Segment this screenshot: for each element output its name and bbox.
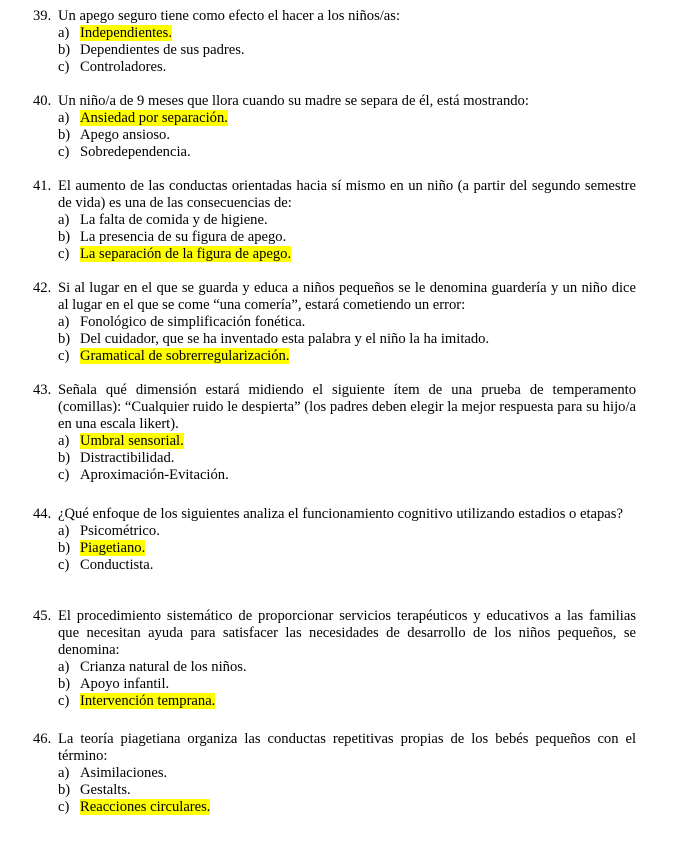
option-letter: b): [58, 41, 71, 58]
option-letter: a): [58, 658, 70, 675]
question-block: [33, 608, 636, 709]
option-text: Apoyo infantil.: [80, 675, 170, 692]
option-letter: b): [58, 126, 71, 143]
question-block: [33, 382, 636, 483]
answer-option: [33, 144, 636, 161]
answer-option: [33, 523, 636, 540]
answer-option-highlighted: [33, 110, 636, 127]
option-text: Psicométrico.: [80, 522, 160, 539]
option-text: Asimilaciones.: [80, 764, 168, 781]
option-text: Aproximación-Evitación.: [80, 466, 229, 483]
question-text: La teoría piagetiana organiza las conductas repetitivas propias de los bebés pequeños con el término:: [58, 731, 636, 764]
option-letter: b): [58, 228, 71, 245]
option-text: Gramatical de sobrerregularización.: [80, 347, 290, 364]
option-letter: a): [58, 522, 70, 539]
option-text: Intervención temprana.: [80, 692, 216, 709]
option-text: Gestalts.: [80, 781, 131, 798]
question-block: [33, 178, 636, 263]
question-text: Un apego seguro tiene como efecto el hacer a los niños/as:: [58, 8, 401, 24]
option-letter: c): [58, 58, 70, 75]
option-text: Dependientes de sus padres.: [80, 41, 245, 58]
option-text: Fonológico de simplificación fonética.: [80, 313, 306, 330]
question-number: 43.: [33, 382, 52, 398]
answer-option: [33, 127, 636, 144]
answer-options: [33, 25, 636, 76]
option-letter: c): [58, 692, 70, 709]
answer-option-highlighted: [33, 246, 636, 263]
option-text: Ansiedad por separación.: [80, 109, 228, 126]
question-number: 44.: [33, 506, 52, 522]
option-text: Independientes.: [80, 24, 172, 41]
answer-option: [33, 59, 636, 76]
option-letter: b): [58, 449, 71, 466]
question-block: [33, 280, 636, 365]
option-text: La presencia de su figura de apego.: [80, 228, 287, 245]
answer-options: [33, 433, 636, 484]
question-number: 41.: [33, 178, 52, 194]
answer-option: [33, 659, 636, 676]
option-letter: b): [58, 330, 71, 347]
question-text: Si al lugar en el que se guarda y educa a niños pequeños se le denomina guardería y un niño dice al lugar en el que se come “una comería”, estará cometiendo un error:: [58, 280, 636, 313]
answer-options: [33, 212, 636, 263]
option-letter: b): [58, 675, 71, 692]
question-number: 45.: [33, 608, 52, 624]
option-letter: c): [58, 466, 70, 483]
answer-option: [33, 212, 636, 229]
option-text: Controladores.: [80, 58, 167, 75]
option-text: Del cuidador, que se ha inventado esta palabra y el niño la ha imitado.: [80, 330, 490, 347]
question-text: ¿Qué enfoque de los siguientes analiza el funcionamiento cognitivo utilizando estadios o etapas?: [58, 506, 623, 522]
answer-option: [33, 314, 636, 331]
answer-option: [33, 450, 636, 467]
option-text: La falta de comida y de higiene.: [80, 211, 268, 228]
option-text: Umbral sensorial.: [80, 432, 184, 449]
answer-option: [33, 229, 636, 246]
question-text: Señala qué dimensión estará midiendo el siguiente ítem de una prueba de temperamento (comillas): “Cualquier ruido le despierta” (los padres deben elegir la mejor respuesta para su hijo/a en una escala likert).: [58, 382, 636, 432]
question-number: 46.: [33, 731, 52, 747]
question-text: El aumento de las conductas orientadas hacia sí mismo en un niño (a partir del segundo semestre de vida) es una de las consecuencias de:: [58, 178, 636, 211]
question-block: [33, 506, 636, 574]
question-block: [33, 8, 636, 76]
answer-options: [33, 523, 636, 574]
option-text: Reacciones circulares.: [80, 798, 211, 815]
answer-option-highlighted: [33, 433, 636, 450]
answer-option: [33, 557, 636, 574]
answer-option-highlighted: [33, 540, 636, 557]
answer-option: [33, 765, 636, 782]
answer-option: [33, 467, 636, 484]
option-letter: b): [58, 781, 71, 798]
option-letter: c): [58, 143, 70, 160]
question-number: 42.: [33, 280, 52, 296]
question-number: 39.: [33, 8, 52, 24]
option-text: Piagetiano.: [80, 539, 146, 556]
option-text: Sobredependencia.: [80, 143, 191, 160]
answer-option: [33, 782, 636, 799]
question-text: El procedimiento sistemático de proporcionar servicios terapéuticos y educativos a las familias que necesitan ayuda para satisfacer las necesidades de desarrollo de los niños pequeños, se denomina:: [58, 608, 636, 658]
option-letter: a): [58, 313, 70, 330]
option-text: Conductista.: [80, 556, 154, 573]
option-text: La separación de la figura de apego.: [80, 245, 292, 262]
answer-options: [33, 314, 636, 365]
option-letter: c): [58, 798, 70, 815]
answer-option: [33, 676, 636, 693]
option-letter: b): [58, 539, 71, 556]
option-letter: a): [58, 432, 70, 449]
option-letter: a): [58, 24, 70, 41]
question-block: [33, 731, 636, 816]
answer-options: [33, 659, 636, 710]
question-number: 40.: [33, 93, 52, 109]
option-text: Apego ansioso.: [80, 126, 170, 143]
answer-option: [33, 331, 636, 348]
answer-option-highlighted: [33, 25, 636, 42]
answer-option-highlighted: [33, 693, 636, 710]
question-text: Un niño/a de 9 meses que llora cuando su madre se separa de él, está mostrando:: [58, 93, 529, 109]
answer-option: [33, 42, 636, 59]
option-letter: a): [58, 764, 70, 781]
option-letter: a): [58, 211, 70, 228]
answer-options: [33, 765, 636, 816]
option-text: Distractibilidad.: [80, 449, 175, 466]
question-block: [33, 93, 636, 161]
option-letter: c): [58, 245, 70, 262]
option-letter: c): [58, 556, 70, 573]
answer-option-highlighted: [33, 799, 636, 816]
answer-options: [33, 110, 636, 161]
answer-option-highlighted: [33, 348, 636, 365]
option-letter: a): [58, 109, 70, 126]
option-text: Crianza natural de los niños.: [80, 658, 247, 675]
option-letter: c): [58, 347, 70, 364]
